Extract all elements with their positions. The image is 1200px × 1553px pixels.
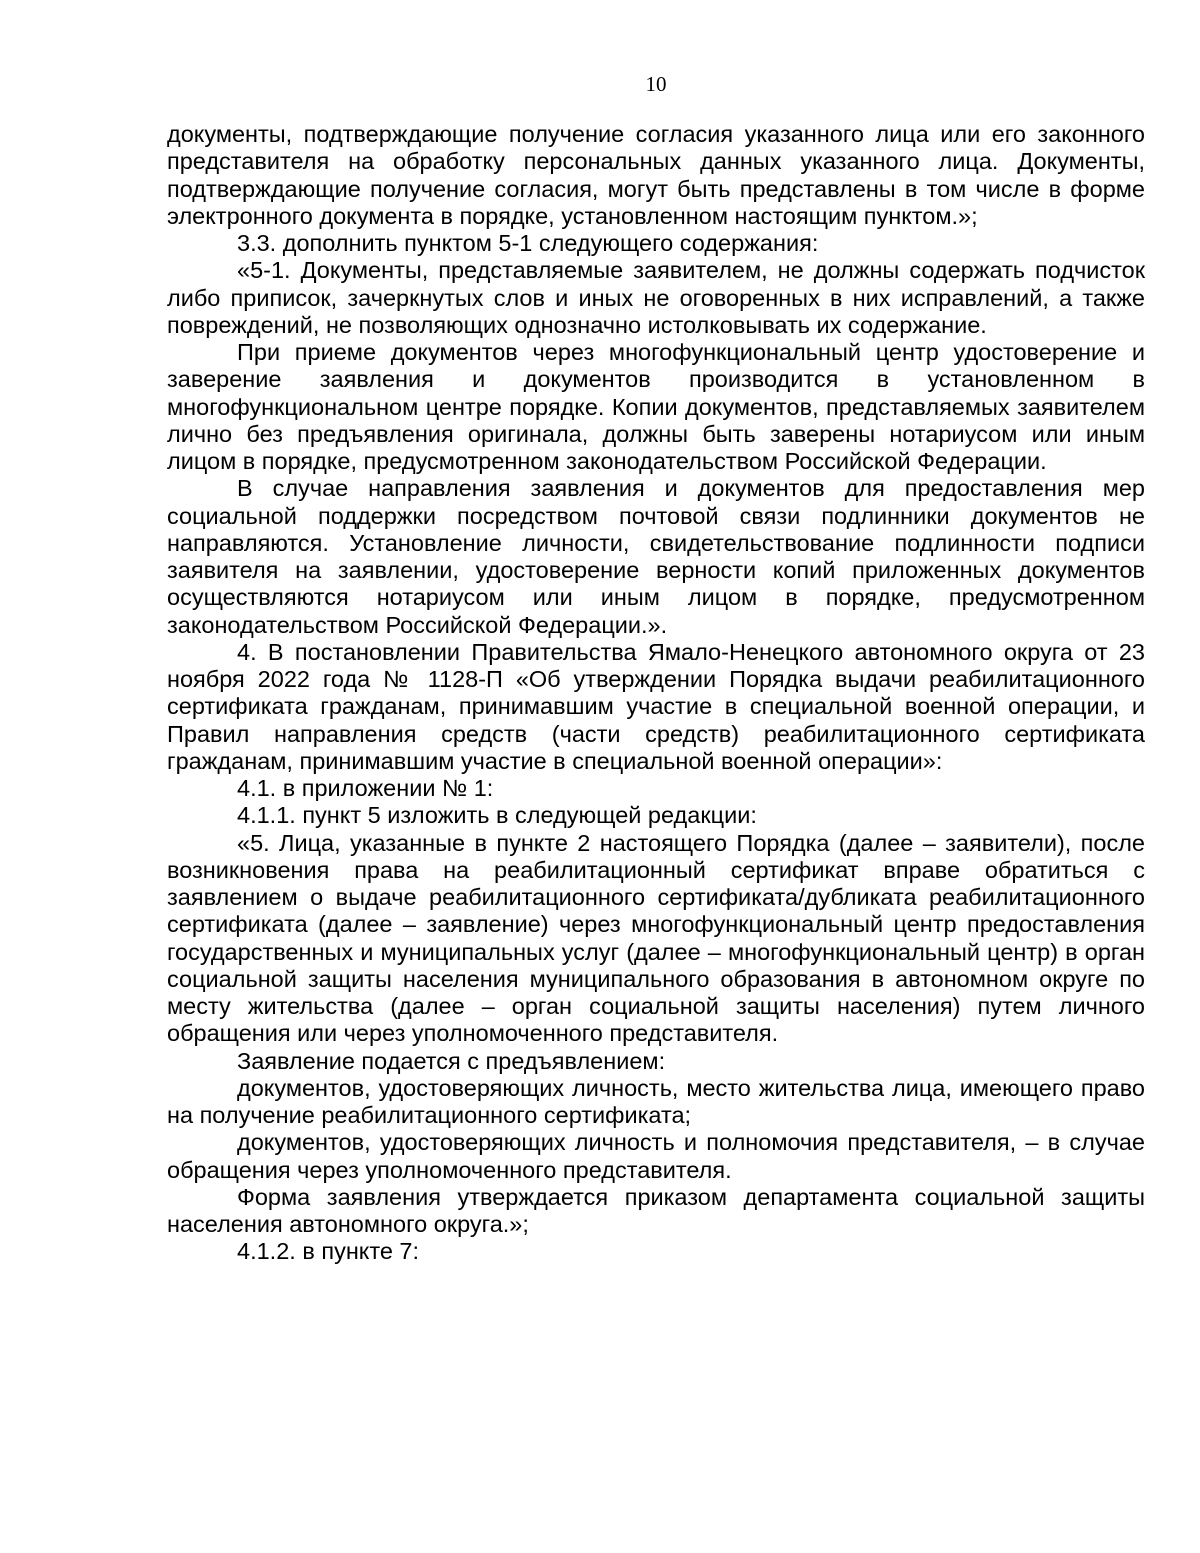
- paragraph-representative-documents: документов, удостоверяющих личность и полномочия представителя, – в случае обращения через уполномоченного представителя.: [167, 1129, 1145, 1183]
- document-body: [167, 121, 1145, 1266]
- paragraph-mfc-reception: При приеме документов через многофункциональный центр удостоверение и заверение заявления и документов производится в установленном в многофункциональном центре порядке. Копии документов, представляемых заявителем лично без предъявления оригинала, должны быть заверены нотариусом или иным лицом в порядке, предусмотренном законодательством Российской Федерации.: [167, 339, 1145, 474]
- paragraph-postal-submission: В случае направления заявления и документов для предоставления мер социальной поддержки посредством почтовой связи подлинники документов не направляются. Установление личности, свидетельствование подлинности подписи заявителя на заявлении, удостоверение верности копий приложенных документов осуществляются нотариусом или иным лицом в порядке, предусмотренном законодательством Российской Федерации.».: [167, 475, 1145, 638]
- paragraph-item-5: «5. Лица, указанные в пункте 2 настоящего Порядка (далее – заявители), после возникновения права на реабилитационный сертификат вправе обратиться с заявлением о выдаче реабилитационного сертификата/дубликата реабилитационного сертификата (далее – заявление) через многофункциональный центр предоставления государственных и муниципальных услуг (далее – многофункциональный центр) в орган социальной защиты населения муниципального образования в автономном округе по месту жительства (далее – орган социальной защиты населения) путем личного обращения или через уполномоченного представителя.: [167, 829, 1145, 1047]
- paragraph-item-4: 4. В постановлении Правительства Ямало-Ненецкого автономного округа от 23 ноября 2022 года № 1128-П «Об утверждении Порядка выдачи реабилитационного сертификата гражданам, принимавшим участие в специальной военной операции, и Правил направления средств (части средств) реабилитационного сертификата гражданам, принимавшим участие в специальной военной операции»:: [167, 638, 1145, 774]
- paragraph-consent-documents: документы, подтверждающие получение согласия указанного лица или его законного представителя на обработку персональных данных указанного лица. Документы, подтверждающие получение согласия, могут быть представлены в том числе в форме электронного документа в порядке, установленном настоящим пунктом.»;: [167, 121, 1145, 229]
- paragraph-item-4-1: 4.1. в приложении № 1:: [237, 775, 494, 801]
- paragraph-identity-documents: документов, удостоверяющих личность, место жительства лица, имеющего право на получение реабилитационного сертификата;: [167, 1074, 1145, 1128]
- paragraph-item-4-1-2: 4.1.2. в пункте 7:: [237, 1238, 420, 1265]
- paragraph-application-submitted: Заявление подается с предъявлением:: [237, 1047, 666, 1074]
- page-number: 10: [645, 72, 667, 96]
- paragraph-application-form: Форма заявления утверждается приказом департамента социальной защиты населения автономного округа.»;: [167, 1183, 1145, 1237]
- paragraph-item-3-3: 3.3. дополнить пунктом 5-1 следующего содержания:: [237, 230, 819, 256]
- paragraph-item-4-1-1: 4.1.1. пункт 5 изложить в следующей редакции:: [237, 802, 757, 829]
- paragraph-item-5-1: «5-1. Документы, представляемые заявителем, не должны содержать подчисток либо приписок, зачеркнутых слов и иных не оговоренных в них исправлений, а также повреждений, не позволяющих однозначно истолковывать их содержание.: [167, 257, 1145, 338]
